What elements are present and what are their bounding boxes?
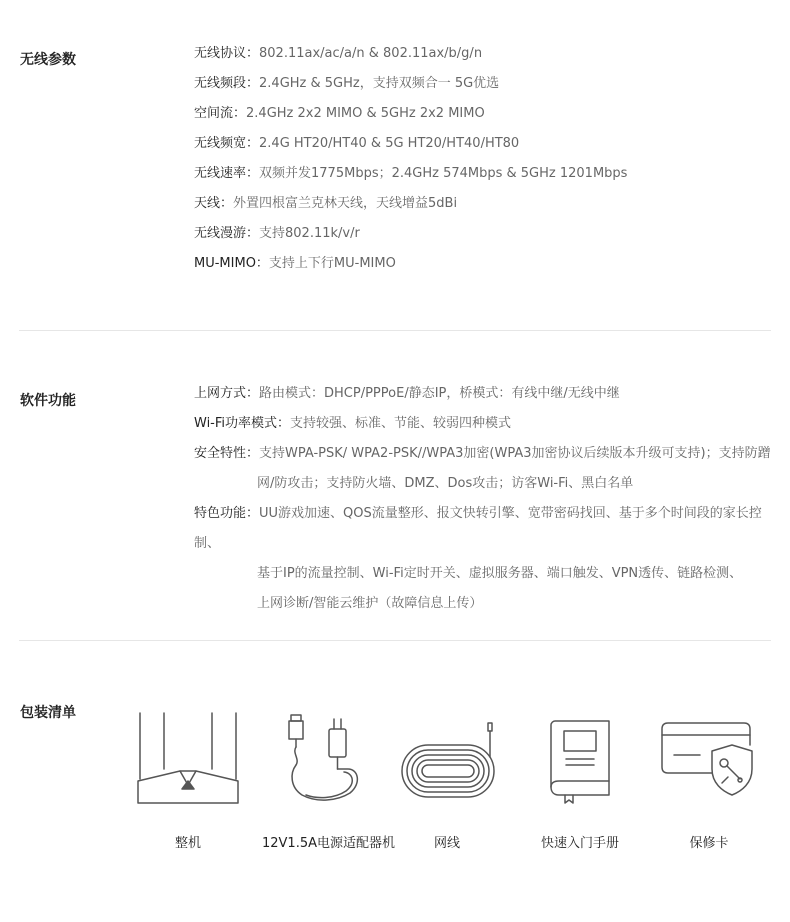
spec-value: 802.11ax/ac/a/n & 802.11ax/b/g/n [259,46,483,61]
spec-value: 双频并发1775Mbps；2.4GHz 574Mbps & 5GHz 1201Mbps [259,166,628,181]
spec-value: 支持较强、标准、节能、较弱四种模式 [290,416,512,431]
package-section [0,641,790,922]
spec-security [194,439,784,469]
spec-security-continued: 网/防攻击；支持防火墙、DMZ、Dos攻击；访客Wi-Fi、黑白名单 [257,476,634,491]
spec-rate [194,159,784,189]
spec-label: 无线协议： [194,46,260,61]
warranty-card-icon [648,711,770,811]
spec-label: 上网方式： [194,386,260,401]
software-spec-list [194,379,784,619]
spec-value: 路由模式：DHCP/PPPoE/静态IP，桥模式：有线中继/无线中继 [259,386,620,401]
network-cable-icon [386,711,508,811]
spec-label: 无线频段： [194,76,260,91]
package-item-warranty-card [648,711,770,851]
wireless-section [0,0,790,330]
spec-value: UU游戏加速、QOS流量整形、报文快转引擎、宽带密码找回、基于多个时间段的家长控制、 [194,506,762,551]
spec-label: 安全特性： [194,446,260,461]
spec-antenna [194,189,784,219]
spec-value: 支持WPA-PSK/ WPA2-PSK//WPA3加密(WPA3加密协议后续版本升级可支持)；支持防蹭 [259,446,771,461]
spec-features [194,499,784,559]
spec-features-continued: 上网诊断/智能云维护（故障信息上传） [257,596,483,611]
spec-value: 外置四根富兰克林天线，天线增益5dBi [233,196,458,211]
spec-label: Wi-Fi功率模式： [194,416,291,431]
package-item-power-adapter [262,711,396,851]
spec-label: 特色功能： [194,506,260,521]
spec-roaming [194,219,784,249]
spec-value: 支持802.11k/v/r [259,226,360,241]
package-item-router [128,711,248,851]
wireless-title: 无线参数 [20,52,76,68]
spec-value: 支持上下行MU-MIMO [268,256,396,271]
manual-book-icon [519,711,641,811]
software-title: 软件功能 [20,393,76,409]
spec-protocol [194,39,784,69]
spec-label: 无线频宽： [194,136,260,151]
spec-band [194,69,784,99]
software-section [0,331,790,640]
package-label: 整机 [174,836,201,851]
spec-wifi-power [194,409,784,439]
spec-value: 2.4GHz 2x2 MIMO & 5GHz 2x2 MIMO [246,106,485,121]
package-label: 快速入门手册 [540,836,619,851]
spec-label: 空间流： [194,106,247,121]
package-title: 包装清单 [20,705,76,721]
package-label: 保修卡 [689,836,729,851]
spec-net-mode [194,379,784,409]
package-label: 12V1.5A电源适配器机 [262,836,396,851]
spec-mu-mimo [194,249,784,279]
package-item-network-cable [386,711,508,851]
spec-streams [194,99,784,129]
spec-label: 天线： [194,196,234,211]
router-icon [128,711,248,811]
spec-label: 无线速率： [194,166,260,181]
spec-bandwidth [194,129,784,159]
spec-value: 2.4GHz & 5GHz，支持双频合一 5G优选 [259,76,500,91]
spec-features-continued: 基于IP的流量控制、Wi-Fi定时开关、虚拟服务器、端口触发、VPN透传、链路检测、 [257,566,743,581]
package-item-manual [519,711,641,851]
spec-label: 无线漫游： [194,226,260,241]
wireless-spec-list [194,39,784,279]
spec-label: MU-MIMO： [194,256,269,271]
power-adapter-icon [262,711,388,811]
package-label: 网线 [433,836,460,851]
spec-value: 2.4G HT20/HT40 & 5G HT20/HT40/HT80 [259,136,520,151]
